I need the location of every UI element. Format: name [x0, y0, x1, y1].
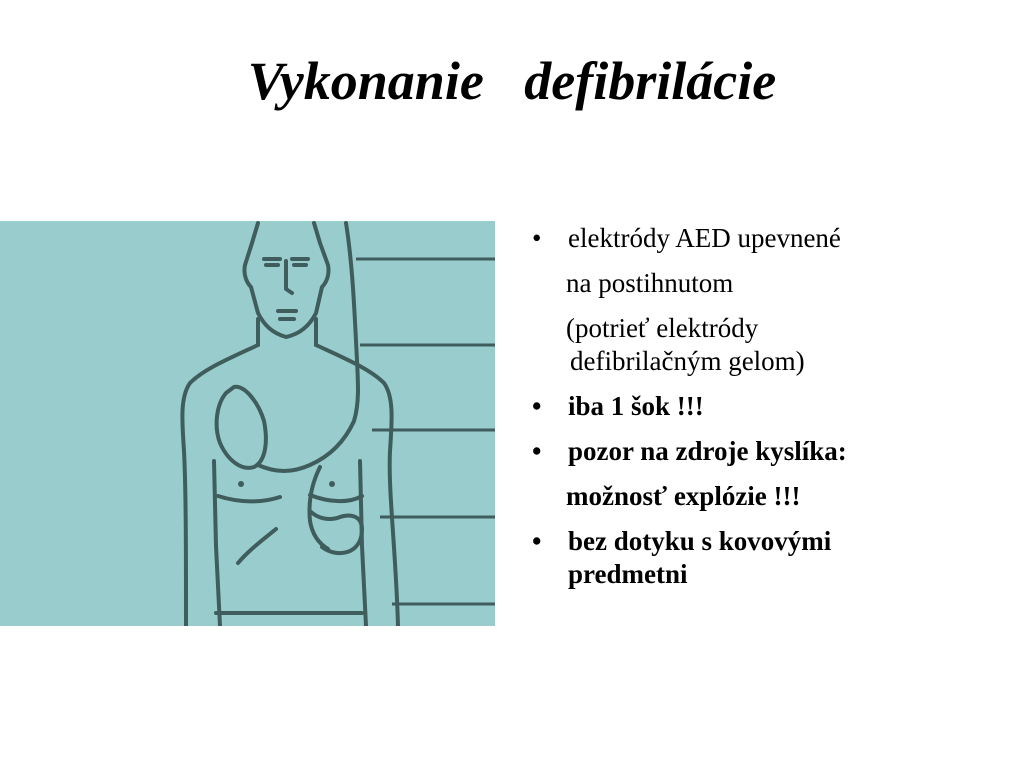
bullet-text: elektródy AED upevnené [568, 223, 841, 253]
bullet-text: bez dotyku s kovovými predmetni [568, 525, 832, 589]
continuation-text: na postihnutom [566, 267, 734, 298]
continuation-text: defibrilačným gelom) [570, 345, 805, 376]
bullet-continuation [530, 267, 970, 300]
continuation-text: možnosť explózie !!! [566, 480, 801, 511]
bullet-marker: • [532, 435, 542, 466]
slide-title: Vykonanie defibrilácie [247, 51, 777, 111]
bullet-continuation [530, 345, 970, 378]
bullet-item-oxygen-warning [530, 435, 970, 468]
aed-electrode-placement-illustration [0, 221, 495, 626]
bullet-item-electrodes [530, 222, 970, 255]
torso-electrode-icon [0, 221, 495, 626]
bullet-continuation [530, 312, 970, 345]
bullet-list [530, 222, 970, 602]
bullet-item-no-metal-contact [530, 525, 928, 591]
bullet-text: pozor na zdroje kyslíka: [568, 435, 847, 466]
bullet-continuation [530, 480, 970, 513]
bullet-marker: • [532, 223, 542, 253]
bullet-item-one-shock [530, 390, 970, 423]
bullet-marker: • [532, 390, 542, 421]
continuation-text: (potrieť elektródy [566, 312, 759, 343]
bullet-text: iba 1 šok !!! [568, 390, 704, 421]
bullet-marker: • [532, 525, 542, 556]
